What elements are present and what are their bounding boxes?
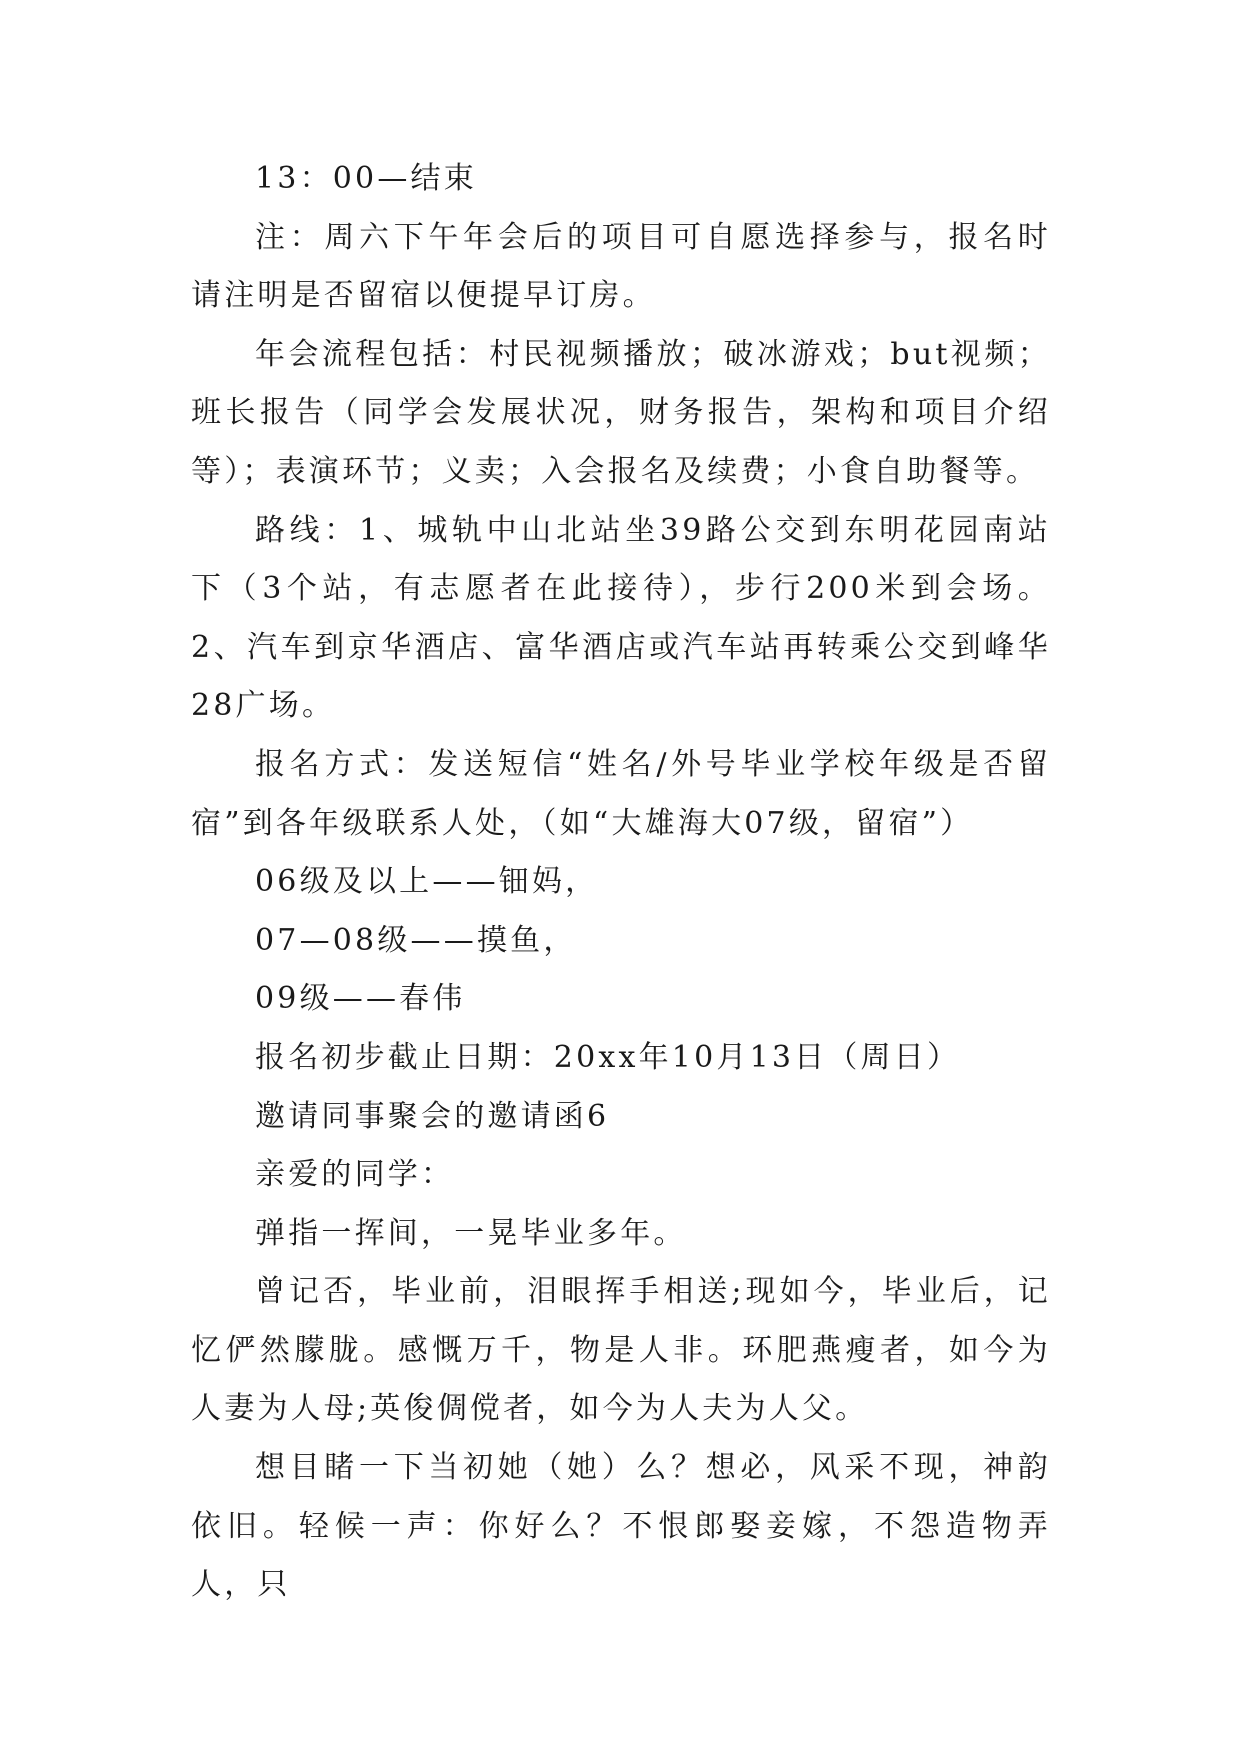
paragraph-note: 注：周六下午年会后的项目可自愿选择参与，报名时请注明是否留宿以便提早订房。 (191, 219, 1051, 314)
paragraph-opening: 弹指一挥间，一晃毕业多年。 (255, 1215, 687, 1251)
document-body (191, 150, 1051, 1615)
paragraph-memories: 曾记否，毕业前，泪眼挥手相送;现如今，毕业后，记忆俨然朦胧。感慨万千，物是人非。环肥燕瘦者，如今为人妻为人母;英俊倜傥者，如今为人夫为人父。 (191, 1274, 1051, 1427)
paragraph-contact-07-08: 07—08级——摸鱼， (255, 922, 577, 958)
paragraph-route: 路线：1、城轨中山北站坐39路公交到东明花园南站下（3个站，有志愿者在此接待），步行200米到会场。2、汽车到京华酒店、富华酒店或汽车站再转乘公交到峰华28广场。 (191, 512, 1052, 724)
section-heading: 邀请同事聚会的邀请函6 (255, 1098, 610, 1134)
paragraph-contact-09: 09级——春伟 (255, 981, 466, 1017)
paragraph-agenda: 年会流程包括：村民视频播放；破冰游戏；but视频；班长报告（同学会发展状况，财务报告，架构和项目介绍等）；表演环节；义卖；入会报名及续费；小食自助餐等。 (191, 336, 1051, 489)
paragraph-salutation: 亲爱的同学： (255, 1157, 455, 1193)
paragraph-registration: 报名方式：发送短信“姓名/外号毕业学校年级是否留宿”到各年级联系人处，（如“大雄海大07级，留宿”） (191, 746, 1051, 841)
paragraph-end-time: 13：00—结束 (255, 161, 477, 196)
paragraph-deadline: 报名初步截止日期：20xx年10月13日（周日） (255, 1039, 961, 1075)
paragraph-closing: 想目睹一下当初她（她）么？想必，风采不现，神韵依旧。轻候一声：你好么？不恨郎娶妾嫁，不怨造物弄人，只 (191, 1450, 1051, 1603)
paragraph-contact-06: 06级及以上——钿妈， (255, 864, 599, 900)
